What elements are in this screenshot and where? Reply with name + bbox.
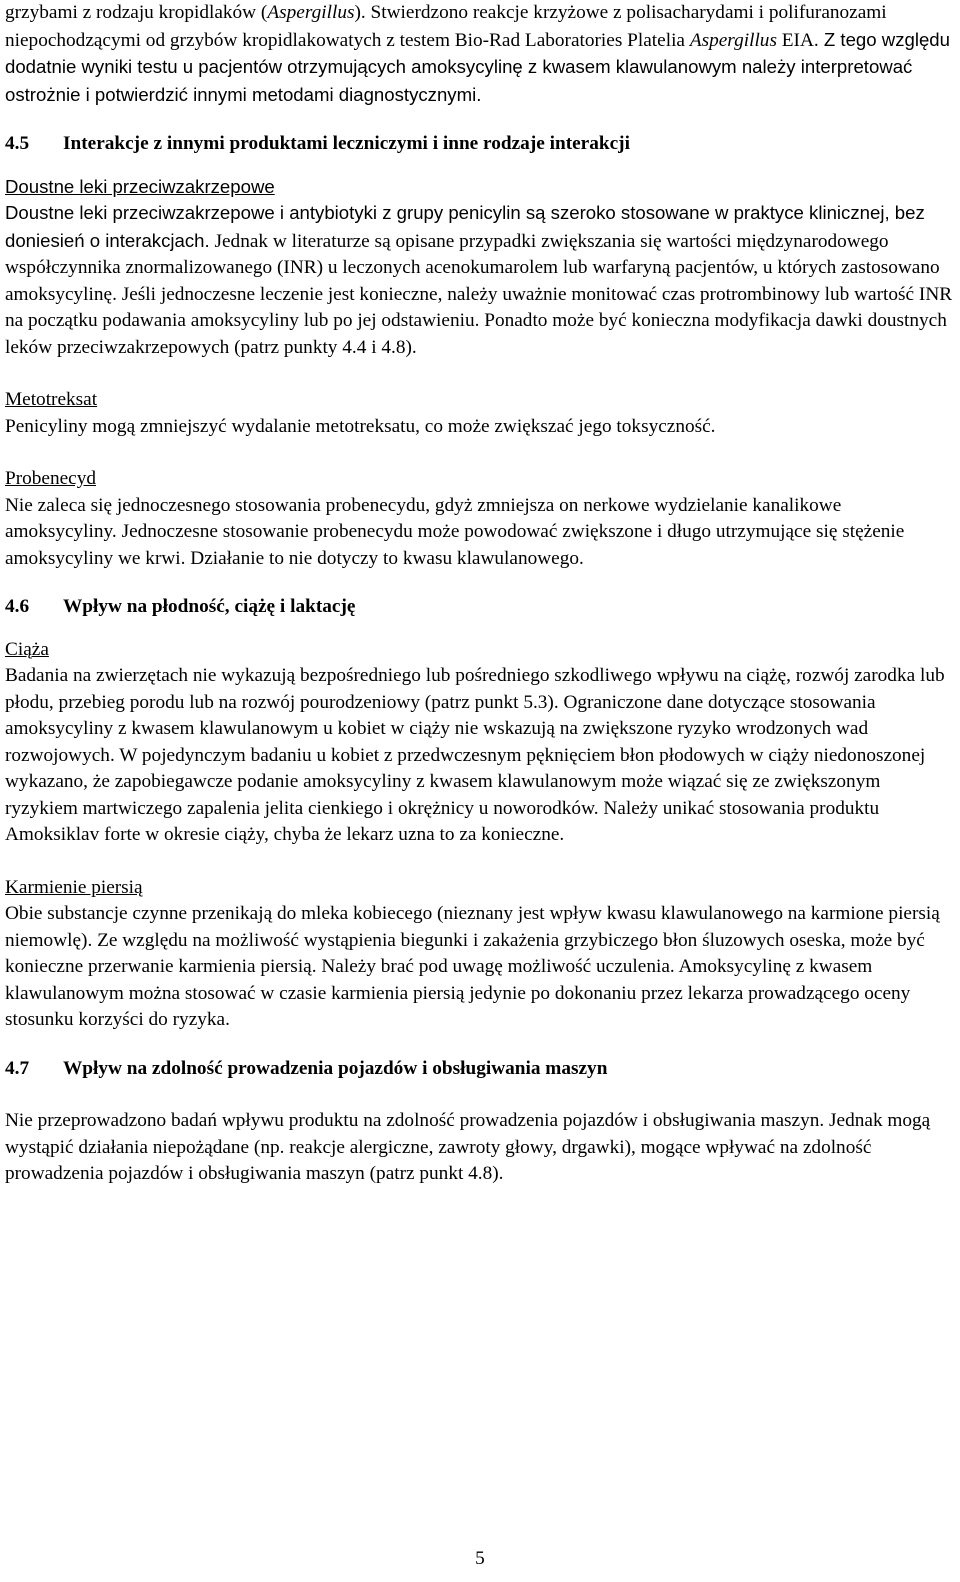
section-title: Interakcje z innymi produktami leczniczymi i inne rodzaje interakcji [63, 133, 630, 154]
section-number: 4.7 [5, 1057, 30, 1079]
pregnancy-paragraph: Badania na zwierzętach nie wykazują bezpośredniego lub pośredniego szkodliwego wpływu na ciążę, rozwój zarodka lub płodu, przebieg porodu lub na rozwój pourodzeniowy (patrz punkt 5.3). Ograniczone dane dotyczące stosowania amoksycyliny z kwasem klawulanowym u kobiet w ciąży nie wskazują na zwiększone ryzyko wrodzonych wad rozwojowych. W pojedynczym badaniu u kobiet z przedwczesnym pęknięciem błon płodowych w ciąży niedonoszonej wykazano, że zapobiegawcze podanie amoksycyliny z kwasem klawulanowym może wiązać się ze zwiększonym ryzykiem martwiczego zapalenia jelita cienkiego i okrężnicy u noworodków. Należy unikać stosowania produktu Amoksiklav forte w okresie ciąży, chyba że lekarz uzna to za konieczne. [5, 665, 945, 845]
intro-text-sans: Z tego względu dodatnie wyniki testu u pacjentów otrzymujących amoksycylinę z kwasem klawulanowym należy interpretować ostrożnie i potwierdzić innymi metodami diagnostycznymi. [5, 28, 950, 105]
page-number: 5 [475, 1548, 485, 1569]
subheading-probenecid: Probenecyd [5, 468, 97, 489]
subheading-pregnancy: Ciąża [5, 638, 49, 660]
breastfeeding-block [5, 875, 955, 1034]
oral-anticoagulants-text-sans: Doustne leki przeciwzakrzepowe i antybiotyki z grupy penicylin są szeroko stosowane w praktyce klinicznej, bez doniesień o interakcjach. [5, 202, 925, 251]
section-title: Wpływ na płodność, ciążę i laktację [63, 596, 356, 617]
breastfeeding-paragraph: Obie substancje czynne przenikają do mleka kobiecego (nieznany jest wpływ kwasu klawulanowego na karmione piersią niemowlę). Ze względu na możliwość wystąpienia biegunki i zakażenia grzybiczego błon śluzowych oseska, może być konieczne przerwanie karmienia piersią. Należy brać pod uwagę możliwość uczulenia. Amoksycylinę z kwasem klawulanowym można stosować w czasie karmienia piersią jedynie po dokonaniu przez lekarza prowadzącego oceny stosunku korzyści do ryzyka. [5, 903, 940, 1030]
pregnancy-block [5, 637, 955, 849]
section-4-7-heading [5, 1056, 955, 1083]
section-title: Wpływ na zdolność prowadzenia pojazdów i obsługiwania maszyn [63, 1057, 608, 1079]
intro-italic-genus-1: Aspergillus [267, 2, 355, 23]
methotrexate-paragraph: Penicyliny mogą zmniejszyć wydalanie metotreksatu, co może zwiększać jego toksyczność. [5, 415, 716, 437]
section-4-5-heading [5, 131, 955, 158]
driving-block [5, 1108, 955, 1188]
intro-paragraph [5, 0, 955, 109]
section-number: 4.5 [5, 133, 30, 154]
section-4-6-heading [5, 594, 955, 621]
subheading-breastfeeding: Karmienie piersią [5, 876, 143, 898]
probenecid-paragraph: Nie zaleca się jednoczesnego stosowania probenecydu, gdyż zmniejsza on nerkowe wydzielanie kanalikowe amoksycyliny. Jednoczesne stosowanie probenecydu może powodować zwiększone i długo utrzymujące się stężenie amoksycyliny we krwi. Działanie to nie dotyczy to kwasu klawulanowego. [5, 494, 905, 569]
intro-text-b: ). Stwierdzono reakcje krzyżowe z polisacharydami i polifuranozami niepochodzącymi od grzybów kropidlakowatych z testem Bio-Rad Laboratories Platelia [5, 2, 887, 51]
subheading-methotrexate: Metotreksat [5, 389, 98, 410]
driving-paragraph: Nie przeprowadzono badań wpływu produktu na zdolność prowadzenia pojazdów i obsługiwania maszyn. Jednak mogą wystąpić działania niepożądane (np. reakcje alergiczne, zawroty głowy, drgawki), mogące wpływać na zdolność prowadzenia pojazdów i obsługiwania maszyn (patrz punkt 4.8). [5, 1110, 931, 1184]
probenecid-block [5, 466, 955, 572]
document-page [5, 0, 955, 1188]
methotrexate-block [5, 387, 955, 440]
section-number: 4.6 [5, 596, 30, 617]
intro-text-a: grzybami z rodzaju kropidlaków ( [5, 2, 268, 23]
oral-anticoagulants-block [5, 174, 955, 362]
subheading-oral-anticoagulants: Doustne leki przeciwzakrzepowe [5, 175, 275, 197]
intro-italic-genus-2: Aspergillus [689, 29, 777, 51]
oral-anticoagulants-paragraph [5, 200, 955, 361]
oral-anticoagulants-text: Jednak w literaturze są opisane przypadki zwiększania się wartości międzynarodowego współczynnika znormalizowanego (INR) u leczonych acenokumarolem lub warfaryną pacjentów, u których zastosowano amoksycylinę. Jeśli jednoczesne leczenie jest konieczne, należy uważnie monitować czas protrombinowy lub wartość INR na początku podawania amoksycyliny lub po jej odstawieniu. Ponadto może być konieczna modyfikacja dawki doustnych leków przeciwzakrzepowych (patrz punkty 4.4 i 4.8). [5, 230, 953, 358]
intro-text-c: EIA. [776, 29, 819, 51]
